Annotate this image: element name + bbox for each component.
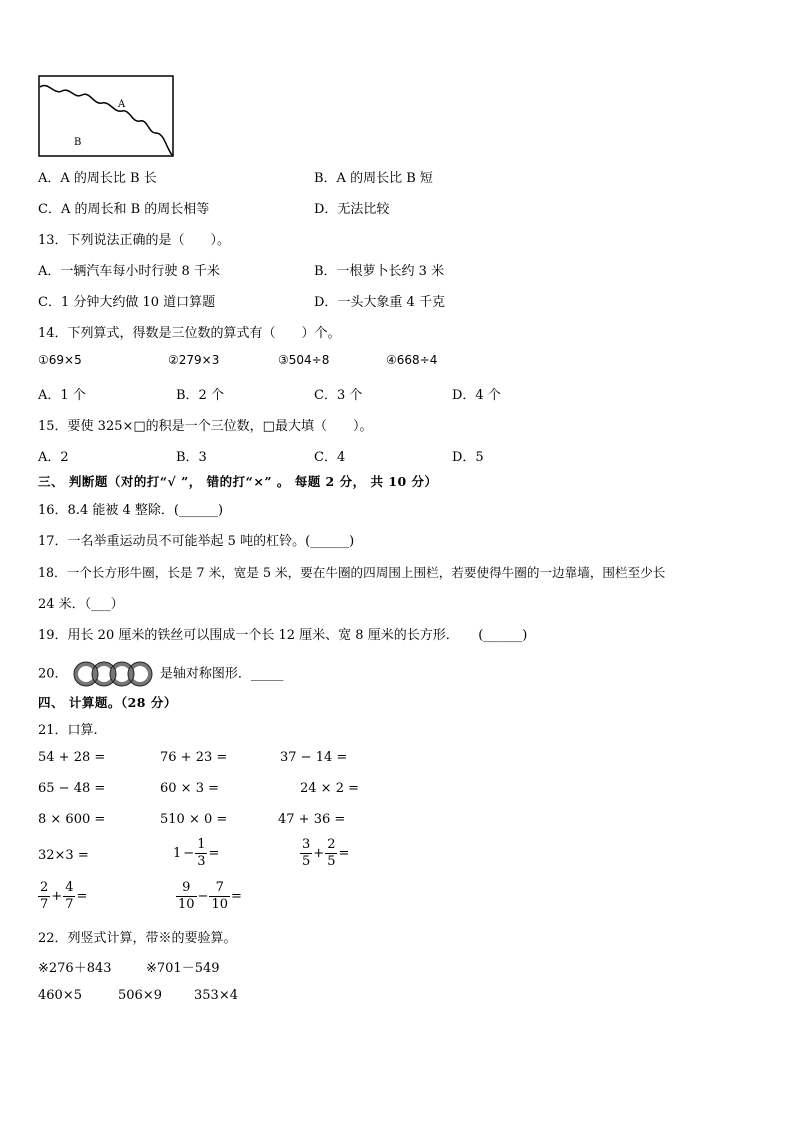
q16-text: 16．8.4 能被 4 整除．(______) bbox=[38, 503, 224, 518]
q19-text: 19．用长 20 厘米的铁丝可以围成一个长 12 厘米、宽 8 厘米的长方形． (______) bbox=[38, 628, 528, 643]
q15-option-b[interactable]: B．3 bbox=[176, 450, 207, 465]
q13-option-d[interactable]: D．一头大象重 4 千克 bbox=[314, 295, 445, 310]
q14-stem: 14．下列算式，得数是三位数的算式有（ ）个。 bbox=[38, 326, 341, 341]
q14-expr-1: ①69×5 bbox=[38, 353, 82, 367]
region-a-label: A bbox=[118, 99, 126, 110]
q14-expr-2: ②279×3 bbox=[168, 353, 220, 367]
q22-r2-c2: 506×9 bbox=[118, 988, 162, 1003]
q14-option-d[interactable]: D．4 个 bbox=[452, 388, 501, 403]
q22-r1-c1: ※276＋843 bbox=[38, 961, 112, 976]
q12-option-c[interactable]: C．A 的周长和 B 的周长相等 bbox=[38, 202, 210, 217]
four-rings-icon bbox=[72, 661, 156, 687]
wavy-divider-line bbox=[40, 85, 172, 155]
q15-option-c[interactable]: C．4 bbox=[314, 450, 346, 465]
q12-option-b[interactable]: B．A 的周长比 B 短 bbox=[314, 171, 433, 186]
q21-r1-c1: 54 + 28 = bbox=[38, 750, 106, 765]
q20-row bbox=[38, 661, 283, 687]
q14-option-b[interactable]: B．2 个 bbox=[176, 388, 224, 403]
q14-option-c[interactable]: C．3 个 bbox=[314, 388, 363, 403]
q14-option-a[interactable]: A．1 个 bbox=[38, 388, 86, 403]
q18-line-2: 24 米．（___） bbox=[38, 597, 124, 612]
q18-line-1: 18．一个长方形牛圈，长是 7 米，宽是 5 米，要在牛圈的四周围上围栏，若要使得牛圈的一边靠墙，围栏至少长 bbox=[38, 565, 666, 580]
q21-r1-c2: 76 + 23 = bbox=[160, 750, 228, 765]
q21-stem: 21．口算. bbox=[38, 723, 98, 738]
section-4-title: 四、 计算题。（28 分） bbox=[38, 695, 177, 710]
q21-fraction-1: 1 − $\frac{1}{3}$ = bbox=[173, 837, 220, 869]
q13-option-c[interactable]: C．1 分钟大约做 10 道口算题 bbox=[38, 295, 216, 310]
q21-r2-c1: 65 − 48 = bbox=[38, 781, 106, 796]
q21-fraction-2: $\frac{3}{5}$ + $\frac{2}{5}$ = bbox=[302, 837, 350, 869]
q22-r1-c2: ※701－549 bbox=[146, 961, 220, 976]
q17-text: 17．一名举重运动员不可能举起 5 吨的杠铃。(______) bbox=[38, 534, 355, 549]
q21-fraction-4: $\frac{9}{10}$ − $\frac{7}{10}$ = bbox=[178, 880, 242, 912]
q21-r3-c2: 510 × 0 = bbox=[160, 812, 228, 827]
q13-option-a[interactable]: A．一辆汽车每小时行驶 8 千米 bbox=[38, 264, 220, 279]
q13-option-b[interactable]: B．一根萝卜长约 3 米 bbox=[314, 264, 445, 279]
q20-prefix: 20． bbox=[38, 666, 68, 682]
q14-expr-4: ④668÷4 bbox=[386, 353, 438, 367]
perimeter-figure-svg bbox=[38, 75, 176, 159]
q15-option-a[interactable]: A．2 bbox=[38, 450, 69, 465]
q21-r3-c1: 8 × 600 = bbox=[38, 812, 106, 827]
q15-stem: 15．要使 325×□的积是一个三位数，□最大填（ ）。 bbox=[38, 419, 373, 434]
q21-r2-c2: 60 × 3 = bbox=[160, 781, 219, 796]
q21-r1-c3: 37 − 14 = bbox=[280, 750, 348, 765]
section-3-title: 三、 判断题（对的打“√ ”， 错的打“×” 。 每题 2 分， 共 10 分） bbox=[38, 474, 438, 489]
q22-r2-c3: 353×4 bbox=[194, 988, 238, 1003]
q14-expr-3: ③504÷8 bbox=[278, 353, 330, 367]
q21-r3-c3: 47 + 36 = bbox=[278, 812, 346, 827]
q12-option-a[interactable]: A．A 的周长比 B 长 bbox=[38, 171, 157, 186]
perimeter-figure bbox=[38, 75, 176, 159]
q20-suffix: 是轴对称图形．_____ bbox=[159, 666, 284, 682]
q21-fraction-3: $\frac{2}{7}$ + $\frac{4}{7}$ = bbox=[40, 880, 88, 912]
q22-stem: 22．列竖式计算，带※的要验算。 bbox=[38, 931, 237, 946]
q12-option-d[interactable]: D．无法比较 bbox=[314, 202, 390, 217]
q15-option-d[interactable]: D．5 bbox=[452, 450, 484, 465]
q22-r2-c1: 460×5 bbox=[38, 988, 82, 1003]
q21-r4-c1: 32×3 = bbox=[38, 848, 89, 863]
q13-stem: 13．下列说法正确的是（ ）。 bbox=[38, 233, 231, 248]
q21-r2-c3: 24 × 2 = bbox=[300, 781, 359, 796]
region-b-label: B bbox=[74, 137, 82, 148]
